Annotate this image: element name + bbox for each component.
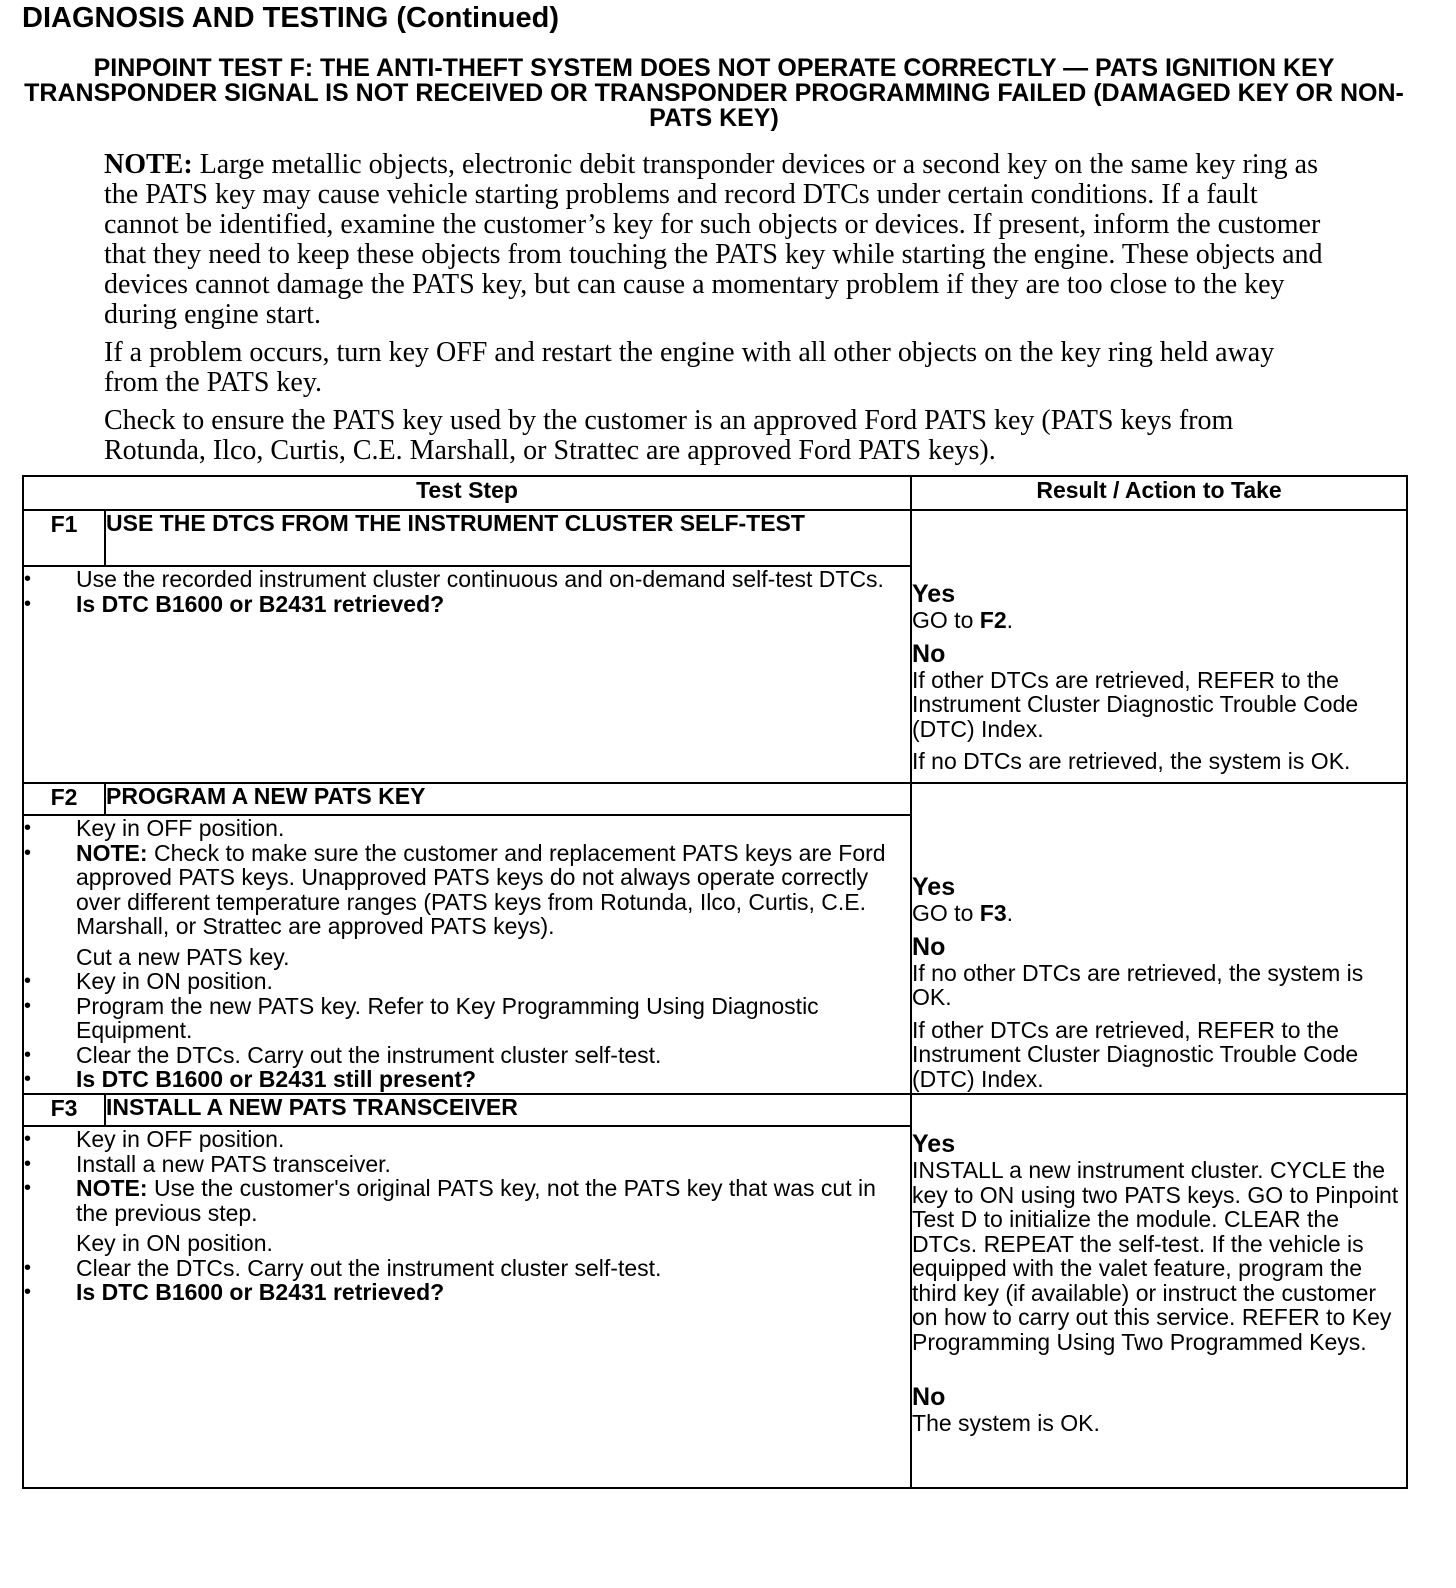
table-header-row — [23, 476, 1407, 510]
step-f3-title: INSTALL A NEW PATS TRANSCEIVER — [105, 1094, 911, 1126]
step-f3-id: F3 — [23, 1094, 105, 1126]
note-paragraph-2: If a problem occurs, turn key OFF and restart the engine with all other objects on the key ring held away from the PATS key. — [104, 337, 1275, 398]
step-f2-body — [23, 815, 911, 1094]
step-f3-no-action: The system is OK. — [912, 1410, 1100, 1436]
step-f1-no-action-2: If no DTCs are retrieved, the system is OK. — [912, 748, 1351, 774]
step-f1-no-label: No — [912, 639, 946, 668]
step-f1-yes-action: GO to F2. — [912, 607, 1013, 633]
step-f2-bullet-6: • Is DTC B1600 or B2431 still present? — [24, 1067, 910, 1092]
step-f3-body — [23, 1126, 911, 1488]
step-f3-yes-action: INSTALL a new instrument cluster. CYCLE the key to ON using two PATS keys. GO to Pinpoint Test D to initialize the module. CLEAR the DTCs. REPEAT the self-test. If the vehicle is equipped with the valet feature, program the third key (if available) or instruct the customer on how to carry out this service. REFER to Key Programming Using Two Programmed Keys. — [912, 1157, 1399, 1355]
step-f3-bullet-3: • NOTE: Use the customer's original PATS key, not the PATS key that was cut in the previous step. — [24, 1176, 910, 1225]
step-f2-bullet-2-continued: Cut a new PATS key. — [76, 943, 290, 970]
step-f1-yes-label: Yes — [912, 580, 956, 608]
step-f1-id: F1 — [23, 510, 105, 566]
header-test-step: Test Step — [23, 476, 911, 510]
page-heading: DIAGNOSIS AND TESTING (Continued) — [22, 2, 560, 34]
step-f2-bullet-1: • Key in OFF position. — [24, 816, 910, 841]
step-f3-result — [911, 1094, 1407, 1488]
step-f1-result — [911, 510, 1407, 783]
step-f1-bullet-1: • Use the recorded instrument cluster continuous and on-demand self-test DTCs. — [24, 567, 910, 592]
note-label: NOTE: — [104, 149, 193, 180]
step-f1-title: USE THE DTCS FROM THE INSTRUMENT CLUSTER SELF-TEST — [105, 510, 911, 566]
note-paragraph — [104, 150, 1324, 330]
step-f2-title: PROGRAM A NEW PATS KEY — [105, 783, 911, 815]
step-f2-id: F2 — [23, 783, 105, 815]
step-f3-title-row — [23, 1094, 1407, 1126]
step-f3-bullet-4: • Clear the DTCs. Carry out the instrument cluster self-test. — [24, 1256, 910, 1281]
step-f3-yes-label: Yes — [912, 1130, 956, 1158]
step-f2-bullet-2: • NOTE: Check to make sure the customer and replacement PATS keys are Ford approved PATS keys. Unapproved PATS keys do not always operate correctly over different temperature ranges (PATS keys from Rotunda, Ilco, Curtis, C.E. Marshall, or Strattec are approved PATS keys). — [24, 841, 910, 939]
step-f3-bullet-1: • Key in OFF position. — [24, 1127, 910, 1152]
step-f2-bullet-3: • Key in ON position. — [24, 969, 910, 994]
step-f2-bullet-4: • Program the new PATS key. Refer to Key Programming Using Diagnostic Equipment. — [24, 994, 910, 1043]
step-f2-title-row — [23, 783, 1407, 815]
step-f2-no-action-1: If no other DTCs are retrieved, the system is OK. — [912, 959, 1364, 1010]
step-f1-no-action-1: If other DTCs are retrieved, REFER to the Instrument Cluster Diagnostic Trouble Code (DTC) Index. — [912, 666, 1359, 742]
step-f2-no-action-2: If other DTCs are retrieved, REFER to the Instrument Cluster Diagnostic Trouble Code (DTC) Index. — [912, 1016, 1359, 1092]
step-f3-bullet-3-continued: Key in ON position. — [76, 1230, 273, 1256]
step-f2-no-label: No — [912, 932, 946, 961]
test-step-table — [22, 475, 1408, 1489]
pinpoint-test-title: PINPOINT TEST F: THE ANTI-THEFT SYSTEM DOES NOT OPERATE CORRECTLY — PATS IGNITION KEY TRANSPONDER SIGNAL IS NOT RECEIVED OR TRANSPONDER PROGRAMMING FAILED (DAMAGED KEY OR NON-PATS KEY) — [24, 54, 1404, 132]
step-f3-bullet-2: • Install a new PATS transceiver. — [24, 1152, 910, 1177]
step-f1-title-row — [23, 510, 1407, 566]
step-f2-yes-label: Yes — [912, 873, 956, 901]
step-f2-yes-action: GO to F3. — [912, 900, 1013, 926]
step-f3-bullet-5: • Is DTC B1600 or B2431 retrieved? — [24, 1280, 910, 1305]
step-f2-result — [911, 783, 1407, 1094]
notes-section — [104, 150, 1324, 474]
step-f1-body — [23, 566, 911, 783]
note-text: Large metallic objects, electronic debit transponder devices or a second key on the same key ring as the PATS key may cause vehicle starting problems and record DTCs under certain conditions. If a fault cannot be identified, examine the customer’s key for such objects or devices. If present, inform the customer that they need to keep these objects from touching the PATS key while starting the engine. These objects and devices cannot damage the PATS key, but can cause a momentary problem if they are too close to the key during engine start. — [104, 149, 1323, 330]
step-f2-bullet-5: • Clear the DTCs. Carry out the instrument cluster self-test. — [24, 1043, 910, 1068]
header-result: Result / Action to Take — [911, 476, 1407, 510]
note-paragraph-3: Check to ensure the PATS key used by the customer is an approved Ford PATS key (PATS keys from Rotunda, Ilco, Curtis, C.E. Marshall, or Strattec are approved Ford PATS keys). — [104, 405, 1234, 466]
step-f3-no-label: No — [912, 1383, 946, 1411]
step-f1-bullet-2: • Is DTC B1600 or B2431 retrieved? — [24, 592, 910, 617]
